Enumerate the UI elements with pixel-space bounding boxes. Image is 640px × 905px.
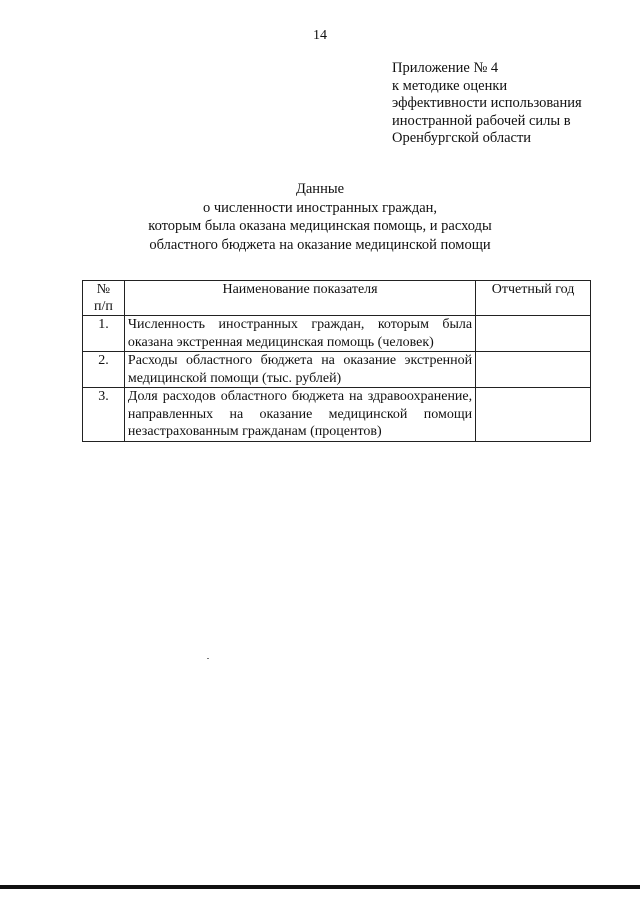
row-reporting-year-value bbox=[476, 388, 591, 442]
row-reporting-year-value bbox=[476, 352, 591, 388]
header-indicator-name: Наименование показателя bbox=[124, 281, 475, 316]
document-title bbox=[0, 180, 640, 254]
table-header-row bbox=[83, 281, 591, 316]
title-line: о численности иностранных граждан, bbox=[202, 199, 438, 216]
title-line: которым была оказана медицинская помощь, и расходы bbox=[148, 218, 492, 234]
page-number: 14 bbox=[313, 28, 327, 43]
title-heading: Данные bbox=[295, 181, 345, 197]
row-number: 1. bbox=[83, 316, 125, 352]
appendix-line: к методике оценки bbox=[392, 77, 508, 94]
table-row bbox=[83, 388, 591, 442]
header-number-symbol: № bbox=[96, 282, 111, 297]
table-row bbox=[83, 316, 591, 352]
appendix-line: иностранной рабочей силы в bbox=[392, 112, 571, 129]
appendix-line: эффективности использования bbox=[392, 95, 582, 111]
row-indicator-name: Доля расходов областного бюджета на здравоохранение, направленных на оказание медицинской помощи незастрахованным гражданам (процентов) bbox=[124, 388, 475, 442]
appendix-block bbox=[392, 60, 632, 148]
appendix-line: Оренбургской области bbox=[392, 130, 532, 146]
title-line: областного бюджета на оказание медицинской помощи bbox=[149, 236, 491, 253]
header-number bbox=[83, 281, 125, 316]
bottom-rule bbox=[0, 885, 640, 889]
row-number: 3. bbox=[83, 388, 125, 442]
row-indicator-name: Расходы областного бюджета на оказание экстренной медицинской помощи (тыс. рублей) bbox=[124, 352, 475, 388]
row-indicator-name: Численность иностранных граждан, которым была оказана экстренная медицинская помощь (человек) bbox=[124, 316, 475, 352]
indicators-table bbox=[82, 280, 591, 442]
table-row bbox=[83, 352, 591, 388]
row-reporting-year-value bbox=[476, 316, 591, 352]
header-number-label: п/п bbox=[94, 299, 113, 314]
row-number: 2. bbox=[83, 352, 125, 388]
scan-speck bbox=[207, 658, 209, 659]
appendix-line: Приложение № 4 bbox=[392, 60, 499, 76]
header-reporting-year: Отчетный год bbox=[476, 281, 591, 316]
